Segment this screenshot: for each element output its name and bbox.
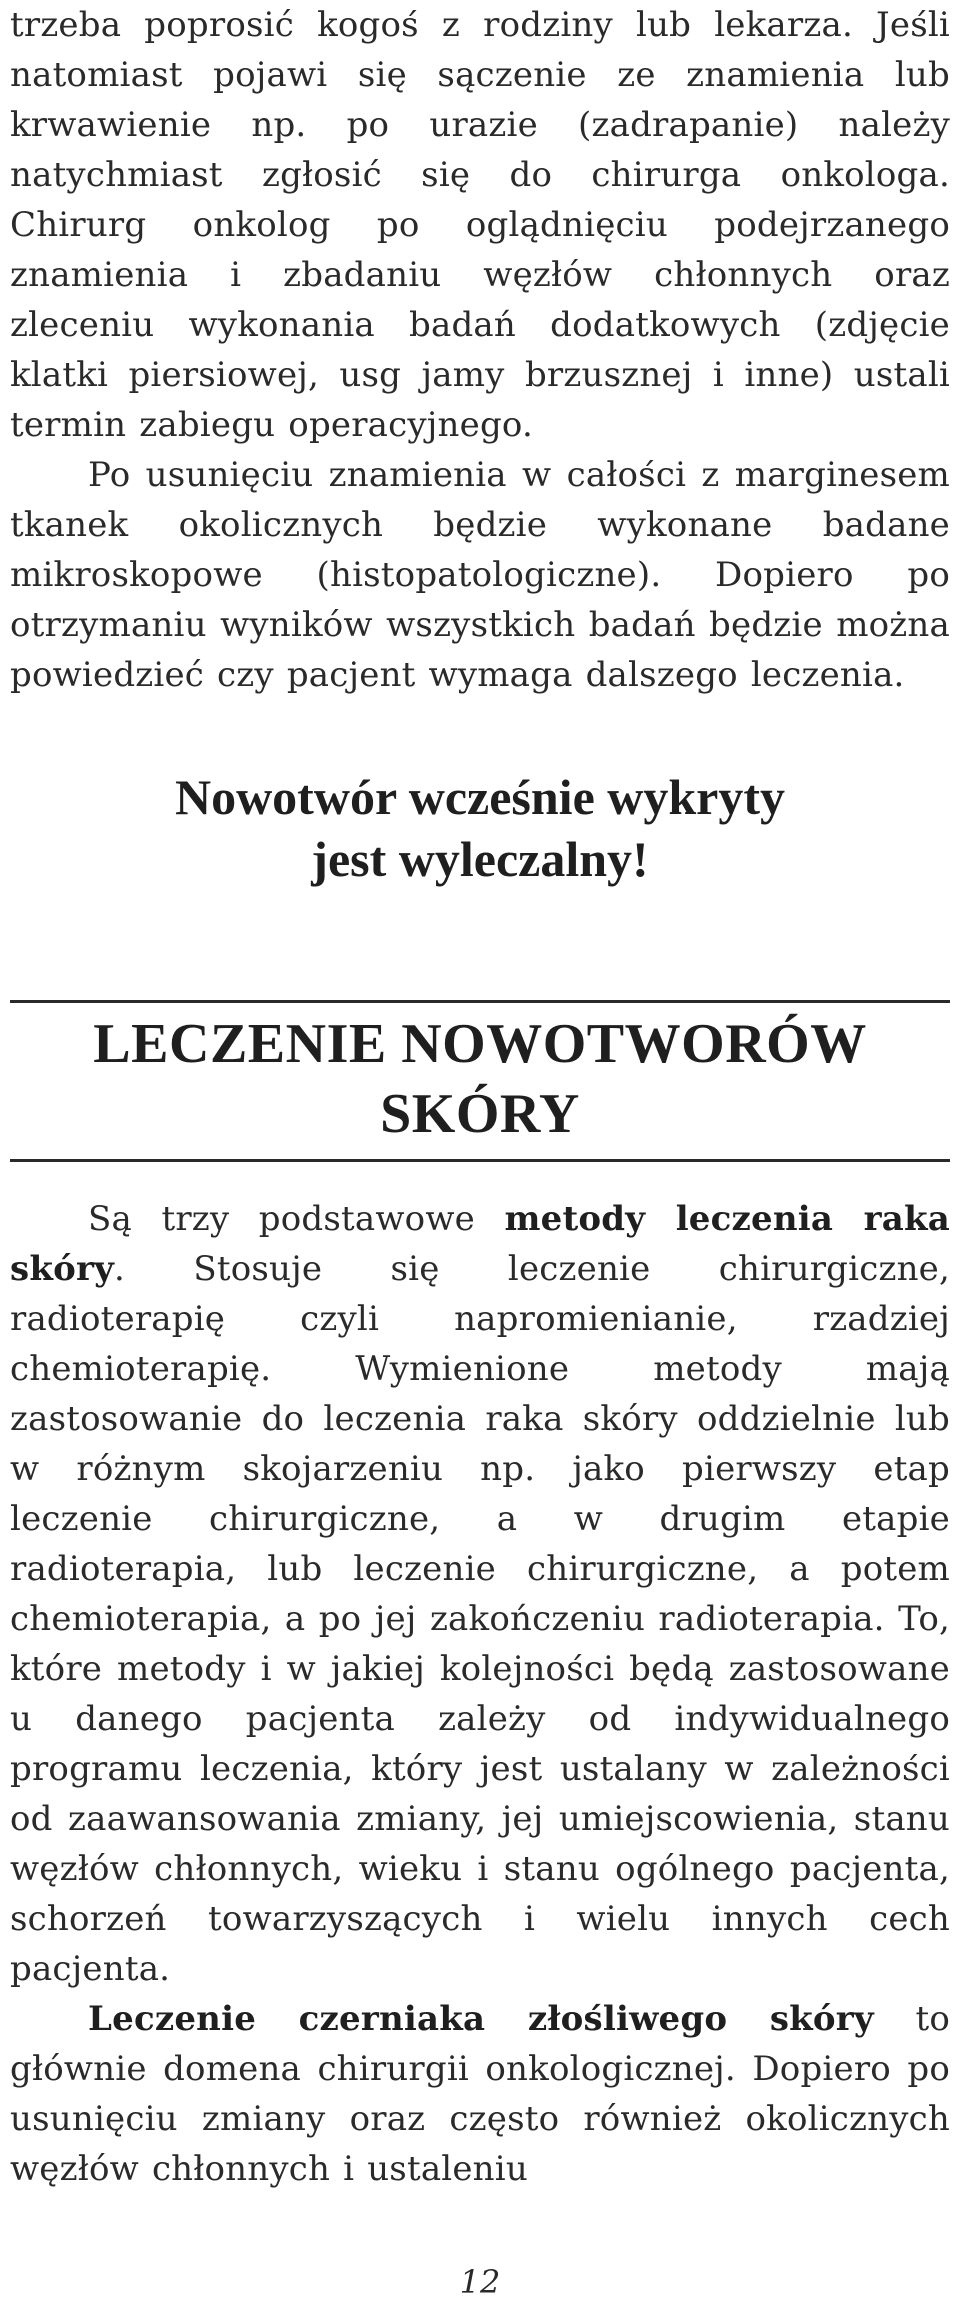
paragraph-histopathology: Po usunięciu znamienia w całości z marginesem tkanek okolicznych będzie wykonane badane mikroskopowe (histopatologiczne). Dopiero po otrzymaniu wyników wszystkich badań będzie można powiedzieć czy pacjent wymaga dalszego leczenia. <box>10 455 950 695</box>
page-number: 12 <box>459 2263 501 2301</box>
paragraph-melanoma <box>10 1994 950 2194</box>
treatment-methods-bold: metody leczenia raka skóry <box>10 1199 950 1289</box>
document-page <box>10 0 950 2194</box>
tagline-line-1: Nowotwór wcześnie wykryty <box>174 769 786 825</box>
treatment-body: . Stosuje się leczenie chirurgiczne, radioterapię czyli napromienianie, rzadziej chemioterapię. Wymienione metody mają zastosowanie do leczenia raka skóry oddzielnie lub w różnym skojarzeniu np. jako pierwszy etap leczenie chirurgiczne, a w drugim etapie radioterapia, lub leczenie chirurgiczne, a potem chemioterapia, a po jej zakończeniu radioterapia. To, które metody i w jakiej kolejności będą zastosowane u danego pacjenta zależy od indywidualnego programu leczenia, który jest ustalany w zależności od zaawansowania zmiany, jej umiejscowienia, stanu węzłów chłonnych, wieku i stanu ogólnego pacjenta, schorzeń towarzyszących i wielu innych cech pacjenta. <box>10 1249 950 1989</box>
melanoma-bold: Leczenie czerniaka złośliwego skóry <box>88 1999 874 2039</box>
paragraph-continuation: trzeba poprosić kogoś z rodziny lub lekarza. Jeśli natomiast pojawi się sączenie ze znamienia lub krwawienie np. po urazie (zadrapanie) należy natychmiast zgłosić się do chirurga onkologa. Chirurg onkolog po oglądnięciu podejrzanego znamienia i zbadaniu węzłów chłonnych oraz zleceniu wykonania badań dodatkowych (zdjęcie klatki piersiowej, usg jamy brzusznej i inne) ustali termin zabiegu operacyjnego. <box>10 5 950 445</box>
paragraph-treatment-methods <box>10 1194 950 1994</box>
melanoma-body: to głównie domena chirurgii onkologicznej. Dopiero po usunięciu zmiany oraz często również okolicznych węzłów chłonnych i ustaleniu <box>10 1999 950 2189</box>
section-title: LECZENIE NOWOTWORÓW SKÓRY <box>93 1013 867 1145</box>
treatment-lead: Są trzy podstawowe <box>88 1199 505 1239</box>
tagline-line-2: jest wyleczalny! <box>311 831 649 887</box>
